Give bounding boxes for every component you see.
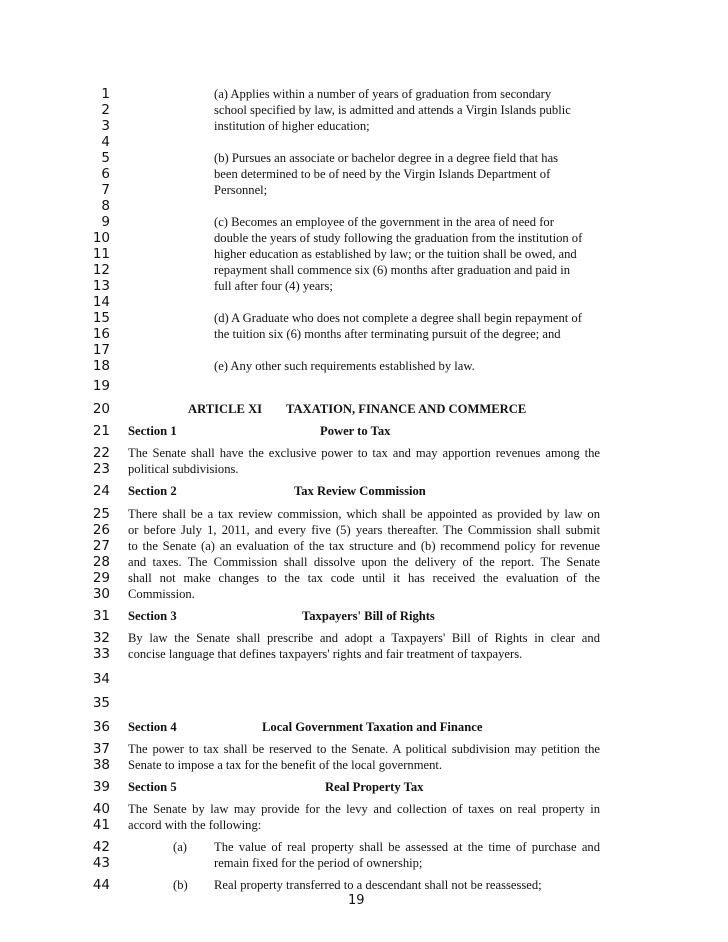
line-number: 20 (92, 401, 110, 417)
clause-a-line: institution of higher education; (214, 119, 370, 133)
line-number: 32 (92, 630, 110, 646)
clause-c-line: repayment shall commence six (6) months after graduation and paid in (214, 263, 571, 277)
line-number: 43 (92, 855, 110, 871)
clause-d-line: (d) A Graduate who does not complete a degree shall begin repayment of (214, 311, 582, 325)
item-text-line: The value of real property shall be assessed at the time of purchase and (214, 840, 600, 854)
line-number: 39 (92, 779, 110, 795)
item-label: (b) (173, 878, 188, 892)
item-label: (a) (173, 840, 187, 854)
line-number: 36 (92, 719, 110, 735)
section-text-line: There shall be a tax review commission, which shall be appointed as provided by law on (128, 507, 600, 521)
line-number: 5 (101, 150, 110, 166)
line-number: 24 (92, 483, 110, 499)
section-text-line: shall not make changes to the tax code until it has received the evaluation of the (128, 571, 600, 585)
line-number: 16 (92, 326, 110, 342)
section-text-line: The power to tax shall be reserved to the Senate. A political subdivision may petition the (128, 742, 600, 756)
line-number: 27 (92, 538, 110, 554)
line-number: 17 (92, 342, 110, 358)
line-number: 37 (92, 741, 110, 757)
line-number: 14 (92, 294, 110, 310)
section-title: Real Property Tax (325, 780, 424, 794)
section-label: Section 4 (128, 720, 177, 734)
section-text-line: The Senate shall have the exclusive power to tax and may apportion revenues among the (128, 446, 600, 460)
section-text-line: accord with the following: (128, 818, 262, 832)
item-text-line: remain fixed for the period of ownership; (214, 856, 423, 870)
section-label: Section 2 (128, 484, 177, 498)
section-text-line: The Senate by law may provide for the levy and collection of taxes on real property in (128, 802, 600, 816)
section-label: Section 3 (128, 609, 177, 623)
section-text-line: or before July 1, 2011, and every five (5) years thereafter. The Commission shall submit (128, 523, 600, 537)
clause-b-line: (b) Pursues an associate or bachelor degree in a degree field that has (214, 151, 559, 165)
line-number: 44 (92, 877, 110, 893)
line-number: 29 (92, 570, 110, 586)
line-number: 11 (92, 246, 110, 262)
line-number: 9 (101, 214, 110, 230)
line-number: 6 (101, 166, 110, 182)
line-number: 19 (92, 378, 110, 394)
line-number: 40 (92, 801, 110, 817)
line-number: 3 (101, 118, 110, 134)
line-number: 30 (92, 586, 110, 602)
line-number: 4 (101, 134, 110, 150)
line-number: 2 (101, 102, 110, 118)
line-number: 1 (101, 86, 110, 102)
line-number: 7 (101, 182, 110, 198)
line-number: 35 (92, 695, 110, 711)
clause-b-line: Personnel; (214, 183, 268, 197)
section-text-line: and taxes. The Commission shall dissolve upon the delivery of the report. The Senate (128, 555, 600, 569)
section-text-line: political subdivisions. (128, 462, 239, 476)
clause-a-line: school specified by law, is admitted and attends a Virgin Islands public (214, 103, 571, 117)
line-number: 38 (92, 757, 110, 773)
clause-e-line: (e) Any other such requirements established by law. (214, 359, 475, 373)
line-number: 21 (92, 423, 110, 439)
line-number: 22 (92, 445, 110, 461)
article-title: TAXATION, FINANCE AND COMMERCE (286, 402, 527, 416)
clause-d-line: the tuition six (6) months after terminating pursuit of the degree; and (214, 327, 561, 341)
line-number: 10 (92, 230, 110, 246)
article-number: ARTICLE XI (188, 402, 263, 416)
line-number: 26 (92, 522, 110, 538)
clause-a-line: (a) Applies within a number of years of graduation from secondary (214, 87, 552, 101)
section-title: Taxpayers' Bill of Rights (302, 609, 435, 623)
line-number: 13 (92, 278, 110, 294)
section-text-line: Commission. (128, 587, 195, 601)
line-number: 28 (92, 554, 110, 570)
line-number: 25 (92, 506, 110, 522)
section-title: Local Government Taxation and Finance (262, 720, 483, 734)
item-text-line: Real property transferred to a descendant shall not be reassessed; (214, 878, 542, 892)
line-number: 33 (92, 646, 110, 662)
line-number: 18 (92, 358, 110, 374)
clause-c-line: double the years of study following the graduation from the institution of (214, 231, 583, 245)
section-text-line: Senate to impose a tax for the benefit of the local government. (128, 758, 443, 772)
section-text-line: to the Senate (a) an evaluation of the tax structure and (b) recommend policy for revenue (128, 539, 600, 553)
line-number: 12 (92, 262, 110, 278)
clause-c-line: full after four (4) years; (214, 279, 333, 293)
clause-c-line: (c) Becomes an employee of the government in the area of need for (214, 215, 554, 229)
section-label: Section 1 (128, 424, 177, 438)
line-number: 31 (92, 608, 110, 624)
line-number: 23 (92, 461, 110, 477)
clause-c-line: higher education as established by law; or the tuition shall be owed, and (214, 247, 577, 261)
section-text-line: By law the Senate shall prescribe and adopt a Taxpayers' Bill of Rights in clear and (128, 631, 600, 645)
line-number: 8 (101, 198, 110, 214)
section-title: Tax Review Commission (294, 484, 426, 498)
line-number: 41 (92, 817, 110, 833)
section-label: Section 5 (128, 780, 177, 794)
clause-b-line: been determined to be of need by the Virgin Islands Department of (214, 167, 551, 181)
line-number: 15 (92, 310, 110, 326)
line-number: 42 (92, 839, 110, 855)
section-text-line: concise language that defines taxpayers' rights and fair treatment of taxpayers. (128, 647, 523, 661)
section-title: Power to Tax (320, 424, 391, 438)
line-number: 34 (92, 671, 110, 687)
page-number: 19 (348, 893, 365, 908)
